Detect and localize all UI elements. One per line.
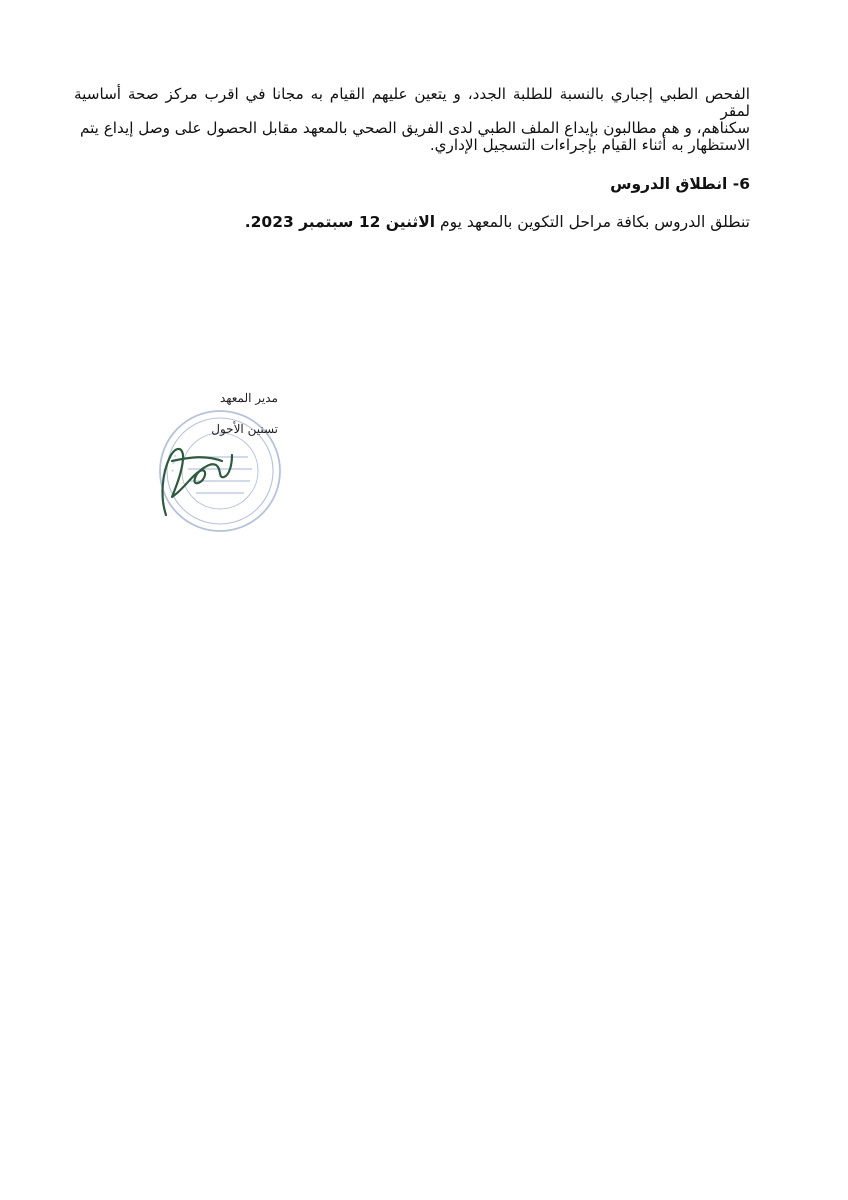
start-sentence-text: تنطلق الدروس بكافة مراحل التكوين بالمعهد يوم <box>440 213 750 231</box>
section-heading: 6- انطلاق الدروس <box>610 175 750 193</box>
start-date: الاثنين 12 سبتمبر 2023. <box>244 213 436 231</box>
signature-block <box>147 378 290 525</box>
classes-start-sentence <box>60 212 750 232</box>
paragraph-line: سكناهم، و هم مطالبون بإيداع الملف الطبي لدى الفريق الصحي بالمعهد مقابل الحصول على وصل إيداع يتم <box>79 119 750 138</box>
signatory-role: مدير المعهد <box>219 391 278 405</box>
signatory-name: تسنين الأحول <box>211 422 278 436</box>
medical-exam-paragraph <box>74 86 750 154</box>
svg-text:⋆ ⋆ ⋆ ⋆ ⋆ ⋆ ⋆ ⋆ ⋆ ⋆ ⋆ ⋆: ⋆ ⋆ ⋆ ⋆ ⋆ ⋆ ⋆ ⋆ ⋆ ⋆ ⋆ ⋆ <box>147 378 180 473</box>
paragraph-line: الفحص الطبي إجباري بالنسبة للطلبة الجدد، و يتعين عليهم القيام به مجانا في اقرب مركز صحة أساسية لمقر <box>74 85 750 121</box>
paragraph-line: الاستظهار به أثناء القيام بإجراءات التسجيل الإداري. <box>429 136 750 155</box>
official-seal-icon <box>147 378 290 525</box>
